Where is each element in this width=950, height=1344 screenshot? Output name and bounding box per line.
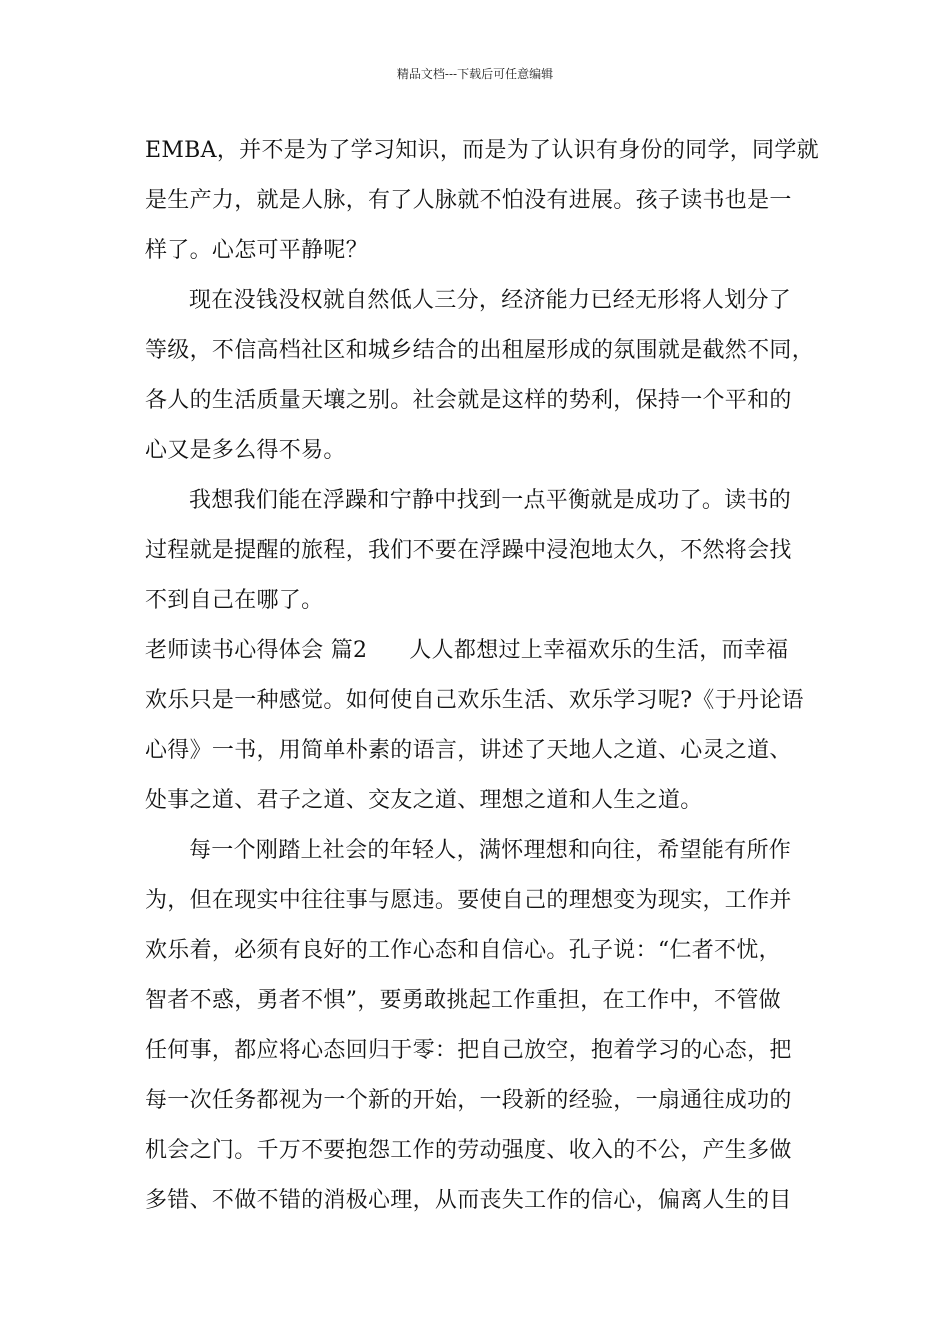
text-line: 不到自己在哪了。 (145, 588, 324, 613)
text-line: 欢乐只是一种感觉。如何使自己欢乐生活、欢乐学习呢?《于丹论语 (145, 688, 804, 713)
text-line: 是生产力，就是人脉，有了人脉就不怕没有进展。孩子读书也是一 (145, 188, 792, 213)
text-line: 多错、不做不错的消极心理，从而丧失工作的信心，偏离人生的目 (145, 1188, 792, 1213)
text-line: 智者不惑，勇者不惧”，要勇敢挑起工作重担，在工作中，不管做 (145, 988, 781, 1013)
text-line: 样了。心怎可平静呢？ (145, 238, 369, 263)
text-line: 为，但在现实中往往事与愿违。要使自己的理想变为现实，工作并 (145, 888, 792, 913)
section-heading: 老师读书心得体会 篇2 (145, 638, 368, 663)
text-line: 等级，不信高档社区和城乡结合的出租屋形成的氛围就是截然不同， (145, 338, 815, 363)
text-line: 各人的生活质量天壤之别。社会就是这样的势利，保持一个平和的 (145, 388, 792, 413)
page-header: 精品文档---下载后可任意编辑 (396, 67, 554, 81)
section-heading-line (145, 626, 825, 676)
text-line: 心又是多么得不易。 (145, 438, 346, 463)
text-line: 机会之门。千万不要抱怨工作的劳动强度、收入的不公，产生多做 (145, 1138, 792, 1163)
text-line: 处事之道、君子之道、交友之道、理想之道和人生之道。 (145, 788, 703, 813)
text-line: EMBA，并不是为了学习知识，而是为了认识有身份的同学，同学就 (145, 138, 819, 163)
paragraph-start-line: 我想我们能在浮躁和宁静中找到一点平衡就是成功了。读书的 (189, 488, 792, 513)
text-line: 每一次任务都视为一个新的开始，一段新的经验，一扇通往成功的 (145, 1088, 792, 1113)
text-line: 欢乐着，必须有良好的工作心态和自信心。孔子说：“仁者不忧， (145, 938, 781, 963)
text-line: 过程就是提醒的旅程，我们不要在浮躁中浸泡地太久，不然将会找 (145, 538, 792, 563)
document-body (145, 126, 825, 1226)
text-line: 心得》一书，用简单朴素的语言，讲述了天地人之道、心灵之道、 (145, 738, 792, 763)
paragraph-start-line: 每一个刚踏上社会的年轻人，满怀理想和向往，希望能有所作 (189, 838, 792, 863)
text-line: 任何事，都应将心态回归于零：把自己放空，抱着学习的心态，把 (145, 1038, 792, 1063)
paragraph-start-line: 现在没钱没权就自然低人三分，经济能力已经无形将人划分了 (189, 288, 792, 313)
section-first-text: 人人都想过上幸福欢乐的生活，而幸福 (409, 638, 789, 663)
